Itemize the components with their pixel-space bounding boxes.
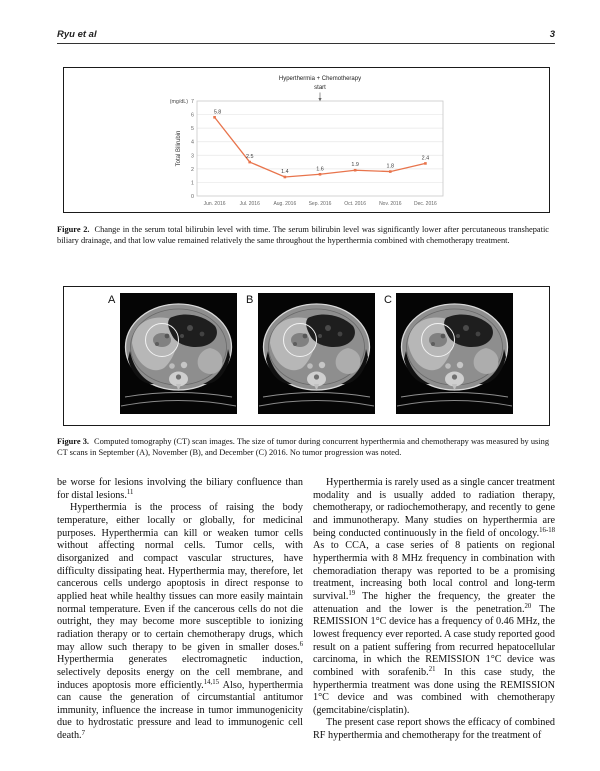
figure3-caption-text: Computed tomography (CT) scan images. The size of tumor during concurrent hyperthermia and chemotherapy was measured by using CT scans in September (A), November (B), and December (C) 2016. No tumor progression was noted. <box>57 437 550 457</box>
body-text-columns <box>57 477 555 743</box>
data-point-label: 2.5 <box>245 154 254 161</box>
data-point-label: 2.4 <box>421 155 430 162</box>
ct-scan-panel-c <box>384 293 513 425</box>
x-tick-label: Jun. 2016 <box>203 201 226 207</box>
x-tick-label: Nov. 2016 <box>379 201 402 207</box>
body-text: As to CCA, a case series of 8 patients on regional hyperthermia with 8 MHz frequency in combination with chemoradiation therapy was reported to be a promising treatment, increasing both local control and long-term survival. <box>313 540 555 602</box>
reference-superscript: 20 <box>524 602 532 610</box>
body-text: Hyperthermia generates electromagnetic induction, selectively deposits energy on the cell membrane, and induces apoptosis more efficiently. <box>57 654 303 691</box>
reference-superscript: 7 <box>81 729 86 737</box>
figure2-caption-text: Change in the serum total bilirubin level with time. The serum bilirubin level was significantly lower after percutaneous transhepatic biliary drainage, and that low value remained relatively the same throughout the hyperthermia combined with chemotherapy treatment. <box>57 225 549 245</box>
ct-panel-label: A <box>108 294 116 306</box>
data-point-label: 1.8 <box>386 163 395 170</box>
body-column-left <box>57 477 303 743</box>
ct-panel-label: C <box>384 294 392 306</box>
body-text: Also, hyperthermia can cause the generation of circumstantial antitumor immunity, influence the increase in tumor immunogenicity due to hydrostatic pressure and lead to immunogenic cell death. <box>57 679 303 742</box>
body-text: In this case study, the hyperthermia treatment was done using the REMISSION 1°C device and was combined with chemotherapy (gemcitabine/cisplatin). <box>313 666 555 716</box>
data-point-marker <box>284 176 287 179</box>
y-tick-label: 3 <box>191 153 194 160</box>
data-point-label: 1.6 <box>316 166 324 173</box>
figure2-caption-label: Figure 2. <box>57 225 90 234</box>
y-tick-label: 4 <box>191 139 194 146</box>
page-header <box>57 29 555 44</box>
x-tick-label: Dec. 2016 <box>414 201 437 207</box>
reference-superscript: 16-18 <box>539 527 555 535</box>
ct-scan-panel-b <box>246 293 375 425</box>
body-paragraph <box>313 717 555 742</box>
y-unit-label: (mg/dL) <box>169 99 188 105</box>
data-point-marker <box>213 116 216 119</box>
y-tick-label: 7 <box>191 99 194 105</box>
plot-border <box>197 101 443 196</box>
body-paragraph <box>57 477 303 502</box>
data-point-marker <box>248 161 251 164</box>
x-tick-label: Oct. 2016 <box>344 201 366 207</box>
figure3-caption <box>57 436 549 458</box>
body-text: Hyperthermia is rarely used as a single cancer treatment modality and is usually added to radiation therapy, chemotherapy, or radiochemotherapy, and recently to gene and immunotherapy. Many studies on hyperthermia are being conducted continuously in the field of oncology. <box>313 477 555 539</box>
annotation-line1: Hyperthermia + Chemotherapy <box>278 76 362 82</box>
body-paragraph <box>57 502 303 742</box>
reference-superscript: 14,15 <box>203 678 220 686</box>
bilirubin-line-chart <box>64 68 549 211</box>
data-point-marker <box>424 162 427 165</box>
running-head: Ryu et al <box>57 29 97 40</box>
y-tick-label: 6 <box>191 112 194 119</box>
data-point-label: 5.8 <box>213 109 222 116</box>
annotation-line2: start <box>314 85 326 91</box>
ct-scan-image <box>396 293 513 414</box>
y-axis-title: Total Bilirubin <box>176 130 182 167</box>
figure3-caption-label: Figure 3. <box>57 437 89 446</box>
x-tick-label: Sep. 2016 <box>308 201 332 207</box>
body-column-right <box>313 477 555 743</box>
figure3-ct-box <box>63 286 550 426</box>
data-point-marker <box>354 169 357 172</box>
data-point-label: 1.4 <box>281 169 289 175</box>
y-tick-label: 2 <box>191 166 194 173</box>
x-tick-label: Jul. 2016 <box>239 201 260 207</box>
page-number: 3 <box>549 29 555 40</box>
reference-superscript: 19 <box>348 590 356 598</box>
figure2-caption <box>57 224 549 246</box>
data-point-marker <box>389 170 392 173</box>
body-text: The present case report shows the efficacy of combined RF hyperthermia and chemotherapy for the treatment of <box>313 717 555 742</box>
figure2-chart-box <box>63 67 550 213</box>
reference-superscript: 21 <box>428 666 436 674</box>
reference-superscript: 11 <box>126 489 134 497</box>
y-tick-label: 0 <box>191 194 194 200</box>
ct-panel-label: B <box>246 294 254 306</box>
ct-scan-image <box>120 293 237 414</box>
body-paragraph <box>313 477 555 717</box>
x-tick-label: Aug. 2016 <box>273 201 297 207</box>
body-text: The REMISSION 1°C device has a frequency of 0.46 MHz, the lowest frequency ever reported. A case study reported good result on a patient suffering from recurred hepatocellular carcinoma, in which the REMISSION 1°C device was combined with sorafenib. <box>313 603 555 678</box>
y-tick-label: 1 <box>191 180 194 187</box>
body-text: Hyperthermia is the process of raising the body temperature, either locally or globally, for medicinal purposes. Hyperthermia can kill or weaken tumor cells without affecting normal cells. Tumor cells, with disorganized and compact vascular structures, have difficulty dissipating heat. Hyperthermia may, therefore, let cancerous cells undergo apoptosis in direct response to applied heat while healthy tissues can more easily maintain normal temperature. Even if the cancerous cells do not die outright, they may become more susceptible to ionizing radiation therapy or to certain chemotherapy drugs, which may allow such therapy to be given in smaller doses. <box>57 502 303 653</box>
y-tick-label: 5 <box>191 126 194 133</box>
reference-superscript: 6 <box>299 640 303 648</box>
ct-scan-panel-a <box>108 293 237 425</box>
body-text: be worse for lesions involving the biliary confluence than for distal lesions. <box>57 477 303 501</box>
body-text: The higher the frequency, the greater the attenuation and the lower is the penetration. <box>313 590 555 615</box>
data-point-marker <box>319 173 322 176</box>
data-point-label: 1.9 <box>351 162 359 169</box>
ct-scan-image <box>258 293 375 414</box>
